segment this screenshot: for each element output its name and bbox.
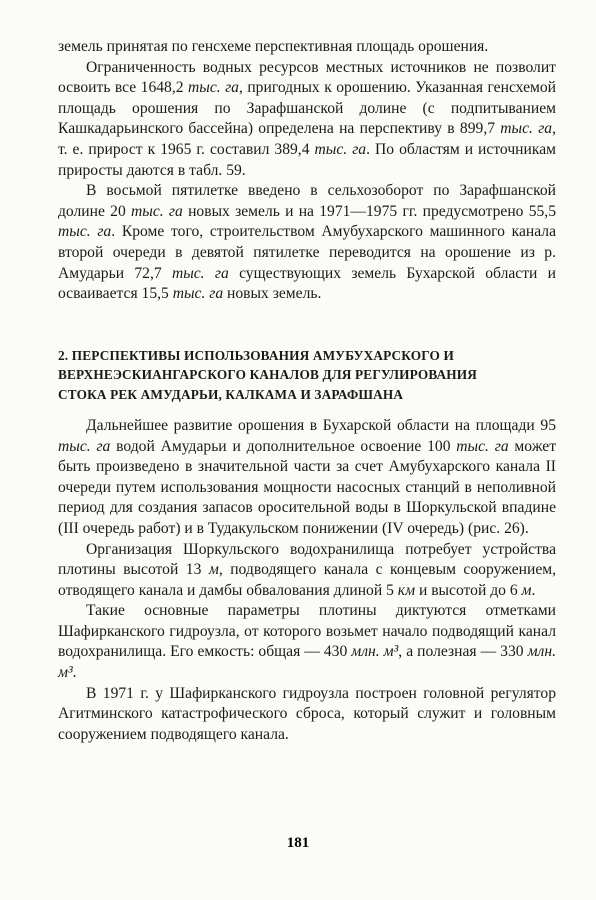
paragraph-irrigation-development: Дальнейшее развитие орошения в Бухарской области на площади 95 тыс. га водой Амударьи и дополнительное освоение 100 тыс. га может быть произведено в значительной части за счет Амубухарского канала II очереди путем использования мощности насосных станций в неполивной период для создания запасов оросительной воды в Шоркульской впадине (III очередь работ) и в Тудакульском понижении (IV очередь) (рис. 26). bbox=[58, 416, 557, 537]
page-number: 181 bbox=[286, 835, 310, 851]
paragraph-eighth-five-year-plan: В восьмой пятилетке введено в сельхозоборот по Зарафшанской долине 20 тыс. га новых земель и на 1971—1975 гг. предусмотрено 55,5 тыс. га. Кроме того, строительством Амубухарского машинного канала второй очереди в девятой пятилетке переводится на орошение из р. Амударьи 72,7 тыс. га существующих земель Бухарской области и осваивается 15,5 тыс. га новых земель. bbox=[58, 182, 557, 303]
paragraph-water-resources: Ограниченность водных ресурсов местных источников не позволит освоить все 1648,2 тыс. га, пригодных к орошению. Указанная генсхемой площадь орошения по Зарафшанской долине (с подпитыванием Кашкадарьинского бассейна) определена на перспективу в 899,7 тыс. га, т. е. прирост к 1965 г. составил 389,4 тыс. га. По областям и источникам приросты даются в табл. 59. bbox=[58, 58, 557, 179]
section-heading-line: 2. ПЕРСПЕКТИВЫ ИСПОЛЬЗОВАНИЯ АМУБУХАРСКОГО И bbox=[58, 347, 454, 363]
section-heading-line: СТОКА РЕК АМУДАРЬИ, КАЛКАМА И ЗАРАФШАНА bbox=[58, 386, 404, 402]
section-heading-line: ВЕРХНЕЭСКИАНГАРСКОГО КАНАЛОВ ДЛЯ РЕГУЛИРОВАНИЯ bbox=[58, 367, 477, 383]
section-heading bbox=[58, 346, 556, 404]
section-gap bbox=[58, 305, 556, 346]
paragraph-shorkul-reservoir: Организация Шоркульского водохранилища потребует устройства плотины высотой 13 м, подводящего канала с концевым сооружением, отводящего канала и дамбы обвалования длиной 5 км и высотой до 6 м. bbox=[58, 540, 557, 599]
paragraph-continued: земель принятая по генсхеме перспективная площадь орошения. bbox=[58, 38, 489, 55]
paragraph-dam-parameters: Такие основные параметры плотины диктуются отметками Шафирканского гидроузла, от которого возьмет начало подводящий канал водохранилища. Его емкость: общая — 430 млн. м³, а полезная — 330 млн. м³. bbox=[58, 602, 556, 682]
paragraph-agitma-regulator: В 1971 г. у Шафирканского гидроузла построен головной регулятор Агитминского катастрофического сброса, который служит и головным сооружением подводящего канала. bbox=[58, 684, 556, 743]
